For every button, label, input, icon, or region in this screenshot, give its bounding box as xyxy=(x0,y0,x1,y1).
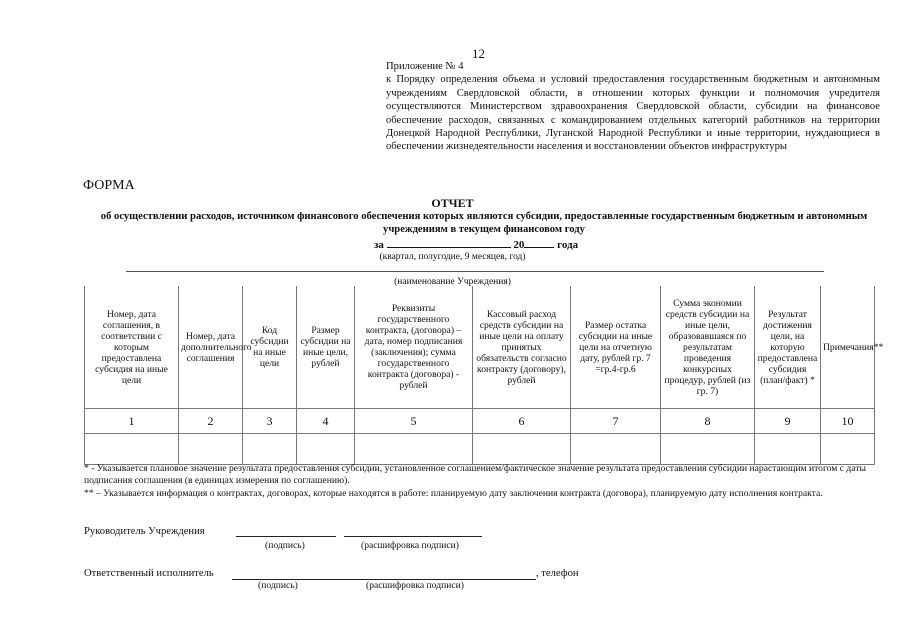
col-number-8: 8 xyxy=(661,409,755,434)
col-number-7: 7 xyxy=(571,409,661,434)
head-signature-caption: (подпись) xyxy=(265,540,305,551)
empty-cell xyxy=(571,434,661,465)
form-label: ФОРМА xyxy=(83,178,135,193)
empty-cell xyxy=(179,434,243,465)
annex-title: Приложение № 4 xyxy=(386,61,464,72)
period-suffix: года xyxy=(557,239,579,251)
col-header-8: Сумма экономии средств субсидии на иные цели, образовавшаяся по результатам проведения конкурсных процедур, рублей (из гр. 7) xyxy=(661,286,755,409)
col-number-4: 4 xyxy=(297,409,355,434)
empty-cell xyxy=(473,434,571,465)
annex-body: к Порядку определения объема и условий предоставления государственным бюджетным и автономным учреждениям Свердловской области, в отношении которых функции и полномочия учредителя осуществляются Министерством здравоохранения Свердловской области, субсидии на финансовое обеспечение расходов, связанных с командированием отдельных категорий работников на территории Донецкой Народной Республики, Луганской Народной Республики и иные территории, нуждающиеся в обеспечении жизнедеятельности населения и восстановлении объектов инфраструктуры xyxy=(386,74,880,153)
annex-block xyxy=(386,60,880,154)
period-blank xyxy=(387,236,511,248)
executor-signature-caption: (подпись) xyxy=(258,580,298,591)
empty-cell xyxy=(355,434,473,465)
empty-cell xyxy=(755,434,821,465)
empty-cell xyxy=(661,434,755,465)
col-header-9: Результат достижения цели, на которую предоставлена субсидия (план/факт) * xyxy=(755,286,821,409)
executor-label: Ответственный исполнитель xyxy=(84,568,214,579)
col-number-3: 3 xyxy=(243,409,297,434)
col-header-1: Номер, дата соглашения, в соответствии с которым предоставлена субсидия на иные цели xyxy=(85,286,179,409)
col-number-6: 6 xyxy=(473,409,571,434)
year-blank xyxy=(524,236,554,248)
head-decoding-line xyxy=(344,535,482,537)
col-header-2: Номер, дата дополнительного соглашения xyxy=(179,286,243,409)
institution-line xyxy=(126,271,824,272)
empty-cell xyxy=(821,434,875,465)
report-title: ОТЧЕТ xyxy=(431,196,474,210)
col-header-6: Кассовый расход средств субсидии на иные цели на оплату принятых обязательств согласно контракту (договору), рублей xyxy=(473,286,571,409)
col-number-2: 2 xyxy=(179,409,243,434)
head-signature-line xyxy=(236,535,336,537)
empty-cell xyxy=(85,434,179,465)
col-number-1: 1 xyxy=(85,409,179,434)
footnote-2: ** – Указывается информация о контрактах, договорах, которые находятся в работе: планируемую дату заключения контракта (договора), планируемую дату исполнения контракта. xyxy=(84,488,823,499)
report-period xyxy=(374,236,578,251)
institution-note: (наименование Учреждения) xyxy=(394,277,511,287)
report-table xyxy=(84,286,884,465)
period-year: 20 xyxy=(513,239,525,251)
page-number: 12 xyxy=(472,46,485,61)
head-label: Руководитель Учреждения xyxy=(84,526,205,537)
empty-cell xyxy=(297,434,355,465)
report-subtitle: об осуществлении расходов, источником финансового обеспечения которых являются субсидии, предоставленные государственным бюджетным и автономным учреждениям в текущем финансовом году xyxy=(100,211,868,235)
col-header-7: Размер остатка субсидии на иные цели на отчетную дату, рублей гр. 7 =гр.4-гр.6 xyxy=(571,286,661,409)
head-decoding-caption: (расшифровка подписи) xyxy=(361,540,459,551)
period-prefix: за xyxy=(374,239,384,251)
col-number-10: 10 xyxy=(821,409,875,434)
col-header-3: Код субсидии на иные цели xyxy=(243,286,297,409)
col-number-5: 5 xyxy=(355,409,473,434)
col-header-4: Размер субсидии на иные цели, рублей xyxy=(297,286,355,409)
phone-label: , телефон xyxy=(536,568,579,579)
empty-cell xyxy=(243,434,297,465)
footnote-1: * - Указывается плановое значение результата предоставления субсидии, установленное соглашением/фактическое значение результата предоставления субсидии нарастающим итогом с даты подписания соглашения (в единицах измерения по соглашению). xyxy=(84,463,866,486)
col-header-5: Реквизиты государственного контракта, (договора) – дата, номер подписания (заключения); сумма государственного контракта (договора) - рублей xyxy=(355,286,473,409)
col-header-10: Примечания** xyxy=(821,286,875,409)
col-number-9: 9 xyxy=(755,409,821,434)
executor-decoding-caption: (расшифровка подписи) xyxy=(366,580,464,591)
period-note: (квартал, полугодие, 9 месяцев, год) xyxy=(379,252,526,262)
